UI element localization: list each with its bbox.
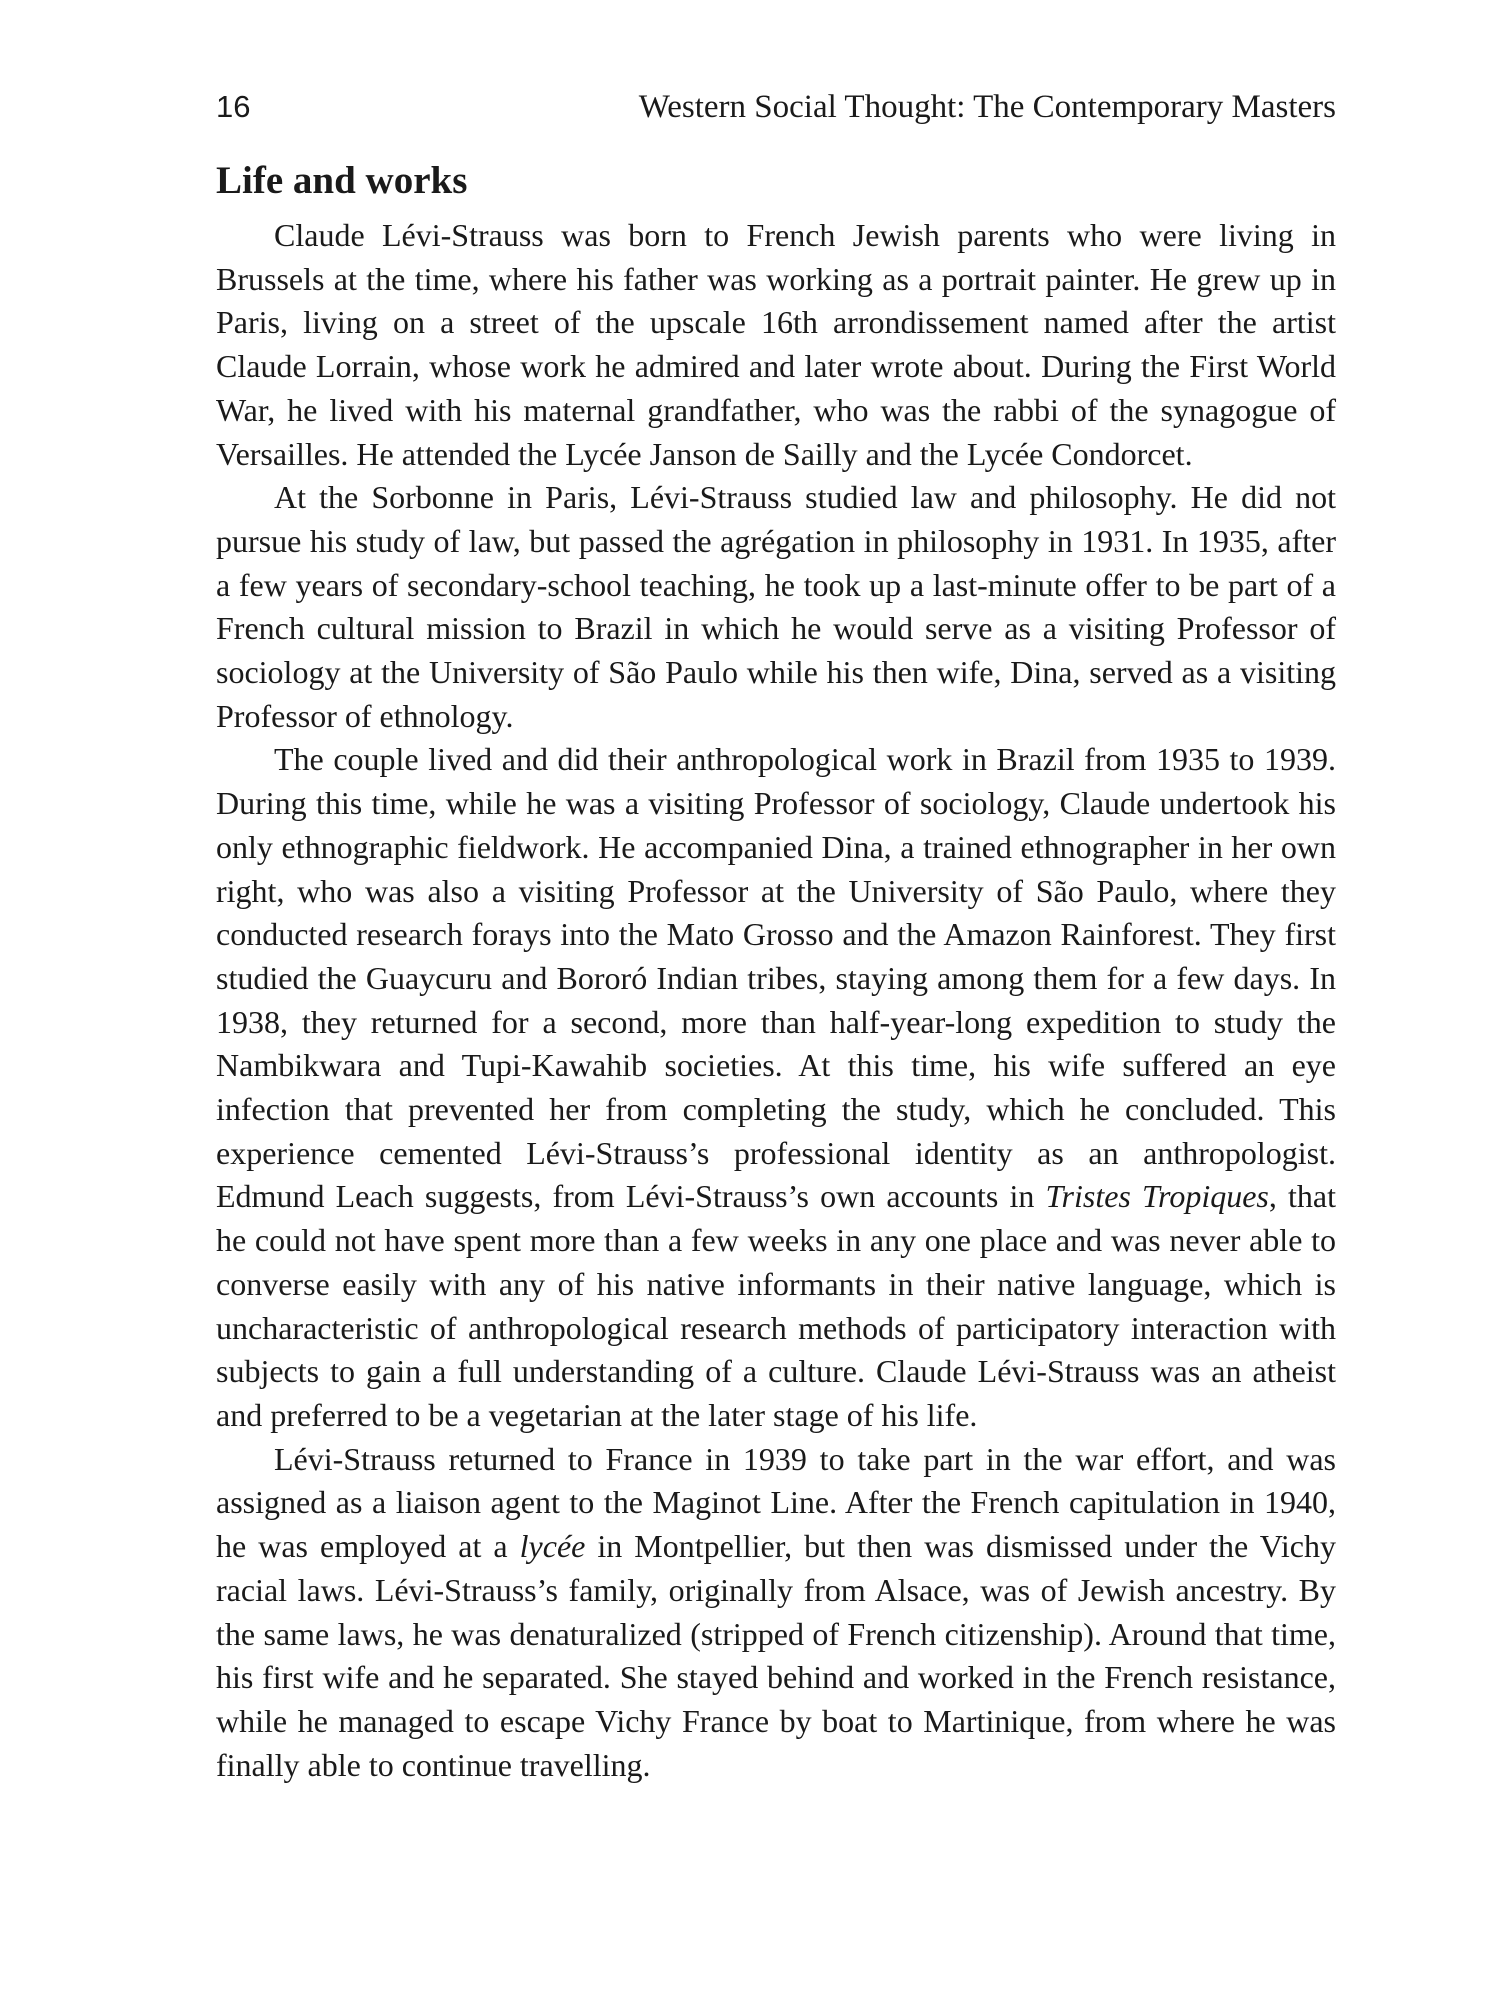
running-header: [216, 82, 1336, 132]
book-page: [216, 82, 1336, 1972]
paragraph-4-text-b: in Montpellier, but then was dismissed under the Vichy racial laws. Lévi-Strauss’s family, originally from Alsace, was of Jewish ancestry. By the same laws, he was denaturalized (stripped of French citizenship). Around that time, his first wife and he separated. She stayed behind and worked in the French resistance, while he managed to escape Vichy France by boat to Martinique, from where he was finally able to continue travelling.: [216, 1528, 1337, 1783]
book-title-italic: Tristes Tropiques: [1045, 1178, 1269, 1215]
page-number: 16: [216, 89, 251, 124]
section-title: Life and works: [216, 159, 468, 202]
paragraph-1: Claude Lévi-Strauss was born to French Jewish parents who were living in Brussels at the time, where his father was working as a portrait painter. He grew up in Paris, living on a street of the upscale 16th arrondissement named after the artist Claude Lorrain, whose work he admired and later wrote about. During the First World War, he lived with his maternal grandfather, who was the rabbi of the synagogue of Versailles. He attended the Lycée Janson de Sailly and the Lycée Condorcet.: [216, 217, 1336, 472]
running-title: Western Social Thought: The Contemporary Masters: [638, 89, 1336, 125]
lycee-italic: lycée: [519, 1528, 586, 1565]
paragraph-4: [216, 1438, 1336, 1788]
paragraph-3: [216, 738, 1336, 1437]
paragraph-2: At the Sorbonne in Paris, Lévi-Strauss studied law and philosophy. He did not pursue his study of law, but passed the agrégation in philosophy in 1931. In 1935, after a few years of secondary-school teaching, he took up a last-minute offer to be part of a French cultural mission to Brazil in which he would serve as a visiting Professor of sociology at the University of São Paulo while his then wife, Dina, served as a visiting Professor of ethnology.: [216, 479, 1336, 734]
paragraph-3-text-b: , that he could not have spent more than a few weeks in any one place and was never able to converse easily with any of his native informants in their native language, which is uncharacteristic of anthropological research methods of participatory interaction with subjects to gain a full understanding of a culture. Claude Lévi-Strauss was an atheist and preferred to be a vegetarian at the later stage of his life.: [216, 1178, 1337, 1433]
paragraph-3-text-a: The couple lived and did their anthropological work in Brazil from 1935 to 1939. During this time, while he was a visiting Professor of sociology, Claude undertook his only ethnographic fieldwork. He accompanied Dina, a trained ethnographer in her own right, who was also a visiting Professor at the University of São Paulo, where they conducted research forays into the Mato Grosso and the Amazon Rainforest. They first studied the Guaycuru and Bororó Indian tribes, staying among them for a few days. In 1938, they returned for a second, more than half-year-long expedition to study the Nambikwara and Tupi-Kawahib societies. At this time, his wife suffered an eye infection that prevented her from completing the study, which he concluded. This experience cemented Lévi-Strauss’s professional identity as an anthropologist. Edmund Leach suggests, from Lévi-Strauss’s own accounts in: [216, 741, 1336, 1215]
paragraph-4-text-a: Lévi-Strauss returned to France in 1939 to take part in the war effort, and was assigned as a liaison agent to the Maginot Line. After the French capitulation in 1940, he was employed at a: [216, 1440, 1336, 1565]
